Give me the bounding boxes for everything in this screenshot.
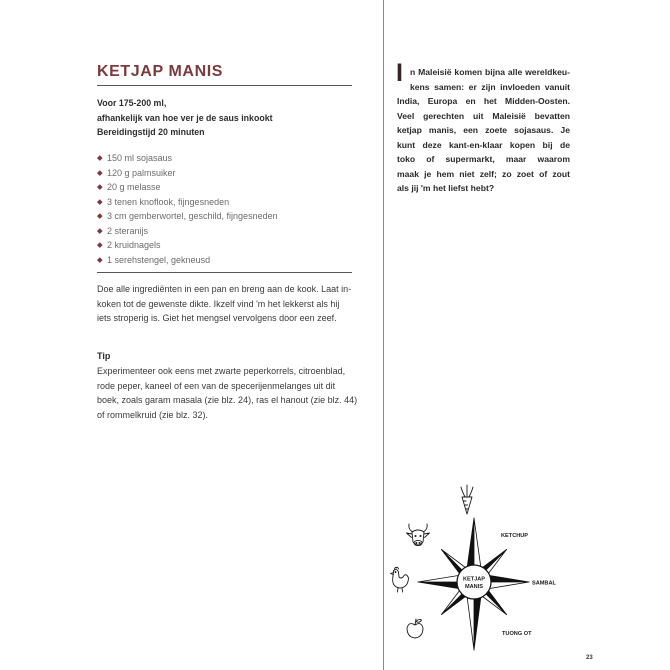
intro-line: Veel gerechten uit Maleisië bevatten (397, 110, 570, 121)
label-sambal: SAMBAL (532, 580, 556, 587)
intro-line: toko of supermarkt, maar waarom (397, 154, 570, 164)
intro-line: India, Europa en het Midden-Oosten. (397, 96, 570, 106)
bullet-icon (97, 184, 102, 189)
ingredient-item (97, 209, 362, 224)
intro-line: ketjap manis, een zoete sojasaus. Je (397, 125, 570, 135)
bullet-icon (97, 170, 102, 175)
ingredient-text: 2 steranijs (107, 225, 149, 236)
intro-line: n Maleisië komen bijna alle wereldkeu- (410, 67, 570, 77)
ingredient-text: 20 g melasse (107, 182, 161, 192)
method-line: Doe alle ingrediënten in een pan en breng aan de kook. Laat in- (97, 284, 352, 294)
recipe-yield (97, 96, 362, 140)
bullet-icon (97, 213, 102, 218)
tip-line: rode peper, kaneel of een van de specerijenmelanges uit dit (97, 380, 336, 391)
intro-line: kunt deze kant-en-klaar kopen bij de (397, 139, 570, 150)
intro-line: kens samen: er zijn invloeden vanuit (410, 81, 570, 92)
yield-line: Voor 175-200 ml, (97, 98, 167, 108)
ingredient-text: 120 g palmsuiker (107, 167, 176, 178)
chicken-icon (391, 567, 409, 592)
drop-cap: I (396, 59, 403, 87)
ingredient-list (97, 151, 362, 267)
method-line: iets stroperig is. Giet het mengsel vervolgens door een zeef. (97, 313, 337, 324)
ingredient-text: 1 serehstengel, gekneusd (107, 254, 211, 265)
ingredient-text: 3 cm gemberwortel, geschild, fijngesneden (107, 211, 278, 221)
compass-center-label-line2: MANIS (464, 584, 484, 590)
tip-line: boek, zoals garam masala (zie blz. 24), ras el hanout (zie blz. 44) (97, 395, 358, 406)
tip-line: of rommelkruid (zie blz. 32). (97, 409, 209, 420)
ingredient-item (97, 166, 362, 181)
bullet-icon (97, 257, 102, 262)
apple-icon (407, 619, 423, 638)
bullet-icon (97, 199, 102, 204)
bullet-icon (97, 155, 102, 160)
flavor-compass-diagram (380, 478, 580, 662)
cow-icon (407, 524, 430, 546)
method-line: koken tot de gewenste dikte. Ikzelf vind 'm het lekkerst als hij (97, 298, 340, 309)
title-divider (97, 85, 352, 86)
yield-line: Bereidingstijd 20 minuten (97, 127, 205, 137)
intro-text (397, 65, 570, 196)
recipe-method (97, 282, 362, 326)
ingredient-text: 2 kruidnagels (107, 240, 161, 250)
page-number: 23 (586, 655, 593, 661)
tip-text (97, 364, 362, 422)
ingredient-text: 150 ml sojasaus (107, 153, 173, 163)
bullet-icon (97, 228, 102, 233)
ingredients-divider (97, 272, 352, 273)
label-tuong-ot: TUONG OT (502, 631, 532, 637)
intro-line: als jij 'm het liefst hebt? (397, 183, 495, 193)
intro-line: maak je hem niet zelf; zo zoet of zout (397, 168, 570, 179)
ingredient-item (97, 224, 362, 239)
recipe-title: KETJAP MANIS (97, 63, 224, 80)
bullet-icon (97, 242, 102, 247)
ingredient-item (97, 195, 362, 210)
tip-line: Experimenteer ook eens met zwarte peperkorrels, citroenblad, (97, 366, 346, 376)
yield-line: afhankelijk van hoe ver je de saus inkookt (97, 112, 273, 123)
ingredient-item (97, 151, 362, 166)
label-ketchup: KETCHUP (501, 533, 529, 539)
ingredient-item (97, 253, 362, 268)
ingredient-item (97, 180, 362, 195)
ingredient-text: 3 tenen knoflook, fijngesneden (107, 196, 230, 207)
ingredient-item (97, 238, 362, 253)
tip-heading: Tip (97, 351, 111, 361)
compass-center-label-line1: KETJAP (462, 576, 486, 583)
carrot-icon (461, 485, 473, 514)
